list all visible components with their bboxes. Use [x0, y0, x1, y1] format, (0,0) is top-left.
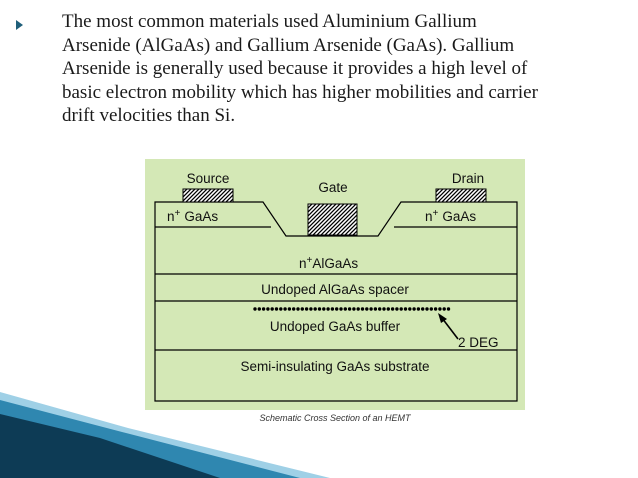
spacer-layer-label: Undoped AlGaAs spacer	[261, 282, 409, 297]
buffer-layer-label: Undoped GaAs buffer	[269, 319, 401, 334]
substrate-layer-label: Semi-insulating GaAs substrate	[240, 359, 430, 374]
right-n-plus-gaas-label: n+ GaAs	[425, 208, 477, 224]
n-plus-algaas-label: n+AlGaAs	[299, 255, 359, 271]
gate-label: Gate	[318, 180, 348, 195]
bullet-text: The most common materials used Aluminium Gallium Arsenide (AlGaAs) and Gallium Arsenide (GaAs). Gallium Arsenide is generally used because it provides a high level of basic electron mobility which has higher mobilities and carrier drift velocities than Si.	[62, 11, 538, 126]
two-deg-label: 2 DEG	[458, 335, 499, 350]
drain-label: Drain	[451, 171, 485, 186]
source-label: Source	[186, 171, 230, 186]
figure-caption: Schematic Cross Section of an HEMT	[259, 413, 411, 423]
left-n-plus-gaas-label: n+ GaAs	[167, 208, 219, 224]
